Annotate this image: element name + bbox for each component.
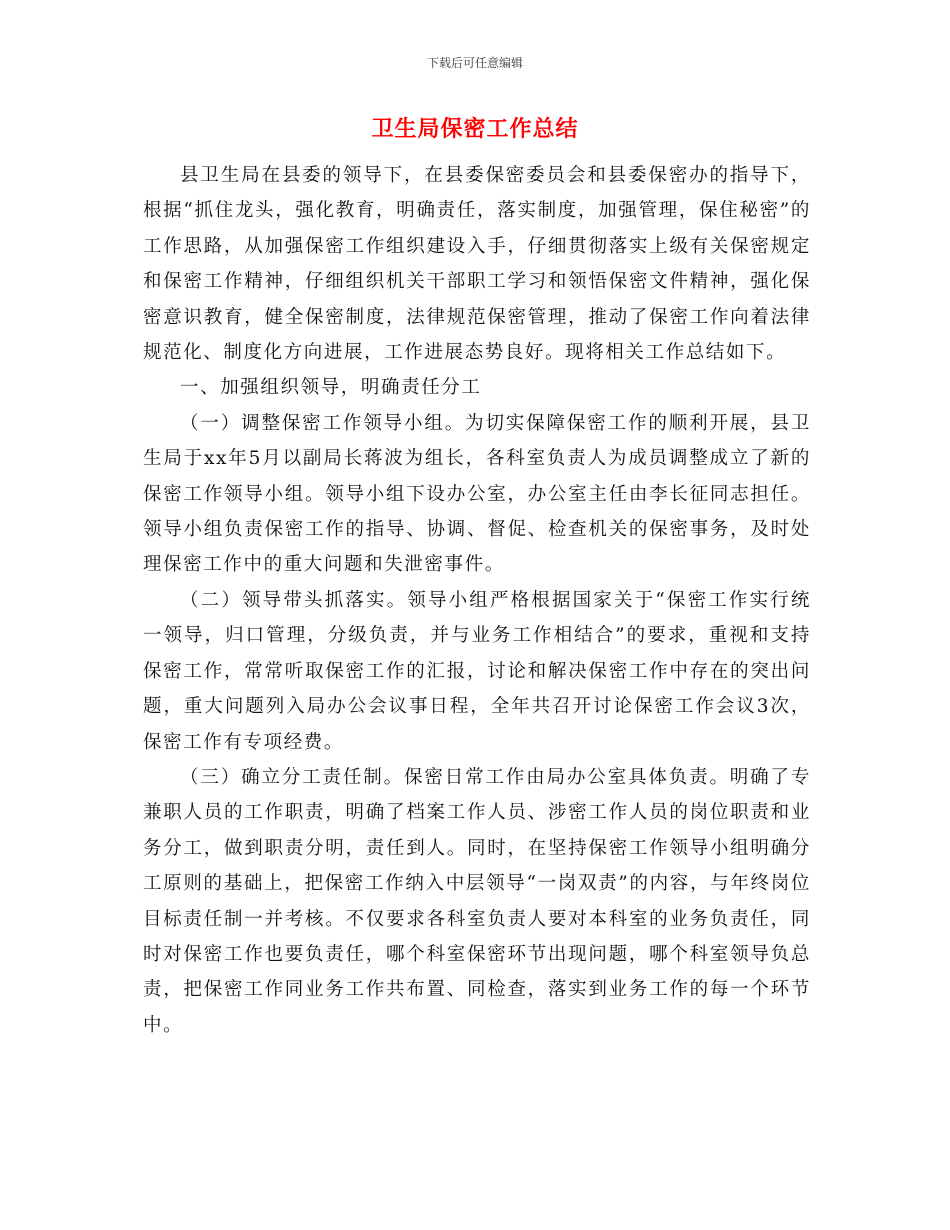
paragraph-1: （一）调整保密工作领导小组。为切实保障保密工作的顺利开展，县卫生局于xx年5月以副局长蒋波为组长，各科室负责人为成员调整成立了新的保密工作领导小组。领导小组下设办公室，办公室主任由李长征同志担任。领导小组负责保密工作的指导、协调、督促、检查机关的保密事务，及时处理保密工作中的重大问题和失泄密事件。 (143, 412, 811, 576)
document-title: 卫生局保密工作总结 (371, 117, 579, 142)
paragraph-2: （二）领导带头抓落实。领导小组严格根据国家关于“保密工作实行统一领导，归口管理，分级负责，并与业务工作相结合”的要求，重视和支持保密工作，常常听取保密工作的汇报，讨论和解决保密工作中存在的突出问题，重大问题列入局办公会议事日程，全年共召开讨论保密工作会议3次，保密工作有专项经费。 (143, 589, 811, 753)
document-body (143, 158, 811, 1043)
intro-paragraph: 县卫生局在县委的领导下，在县委保密委员会和县委保密办的指导下，根据“抓住龙头，强化教育，明确责任，落实制度，加强管理，保住秘密”的工作思路，从加强保密工作组织建设入手，仔细贯彻落实上级有关保密规定和保密工作精神，仔细组织机关干部职工学习和领悟保密文件精神，强化保密意识教育，健全保密制度，法律规范保密管理，推动了保密工作向着法律规范化、制度化方向进展，工作进展态势良好。现将相关工作总结如下。 (143, 165, 811, 364)
header-note: 下载后可任意编辑 (426, 56, 523, 70)
section-heading-1: 一、加强组织领导，明确责任分工 (180, 377, 482, 399)
paragraph-3: （三）确立分工责任制。保密日常工作由局办公室具体负责。明确了专兼职人员的工作职责，明确了档案工作人员、涉密工作人员的岗位职责和业务分工，做到职责分明，责任到人。同时，在坚持保密工作领导小组明确分工原则的基础上，把保密工作纳入中层领导“一岗双责”的内容，与年终岗位目标责任制一并考核。不仅要求各科室负责人要对本科室的业务负责任，同时对保密工作也要负责任，哪个科室保密环节出现问题，哪个科室领导负总责，把保密工作同业务工作共布置、同检查，落实到业务工作的每一个环节中。 (143, 766, 811, 1036)
